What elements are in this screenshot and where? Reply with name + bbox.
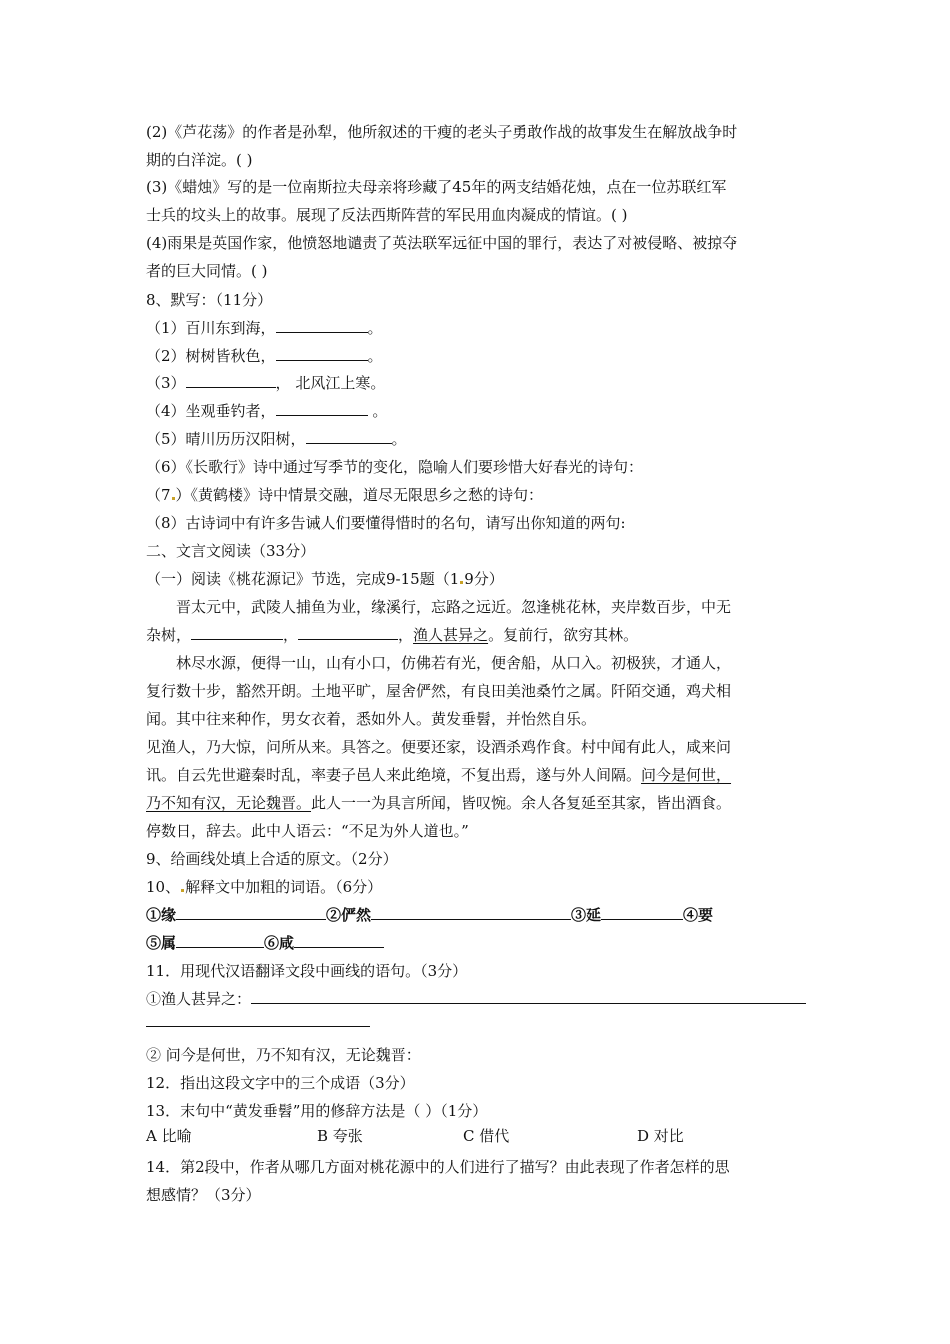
q8-item4-text: （4）坐观垂钓者， <box>146 402 276 420</box>
q10-word1: ①缘 <box>146 906 177 924</box>
passage-text: ， <box>283 626 299 644</box>
q11-item1-text: ①渔人甚异之： <box>146 990 252 1008</box>
passage-p2-line1: 林尽水源，便得一山，山有小口，仿佛若有光，便舍船，从口入。初极狭，才通人， <box>176 654 732 672</box>
passage-p3-line1: 见渔人，乃大惊，问所从来。具答之。便要还家，设酒杀鸡作食。村中闻有此人，咸来问 <box>146 738 732 756</box>
answer-blank[interactable] <box>276 318 368 333</box>
passage-text: 此人一一为具言所闻，皆叹惋。余人各复延至其家，皆出酒食。 <box>311 794 732 812</box>
q8-item7 <box>146 485 543 505</box>
q8-item2 <box>146 346 383 366</box>
q8-item4 <box>146 401 387 421</box>
passage-p1-line2 <box>146 625 638 645</box>
q13-option-c[interactable]: C 借代 <box>463 1127 510 1145</box>
passage-p2-line2: 复行数十步，豁然开朗。土地平旷，屋舍俨然，有良田美池桑竹之属。阡陌交通，鸡犬相 <box>146 682 732 700</box>
q14-line2: 想感情？（3分） <box>146 1186 261 1204</box>
q8-item2-end: 。 <box>367 347 383 365</box>
q9-title: 9、给画线处填上合适的原文。（2分） <box>146 850 398 868</box>
q10-word5: ⑤属 <box>146 934 177 952</box>
underlined-sentence: 渔人甚异之 <box>413 626 489 644</box>
q8-title: 8、默写：（11分） <box>146 291 273 309</box>
q12-title: 12．指出这段文字中的三个成语（3分） <box>146 1074 415 1092</box>
passage-p1-line1: 晋太元中，武陵人捕鱼为业，缘溪行，忘路之远近。忽逢桃花林，夹岸数百步，中无 <box>176 598 732 616</box>
answer-blank[interactable] <box>276 346 368 361</box>
q7-item3-line1: (3)《蜡烛》写的是一位南斯拉夫母亲将珍藏了45年的两支结婚花烛，点在一位苏联红军 <box>146 178 727 196</box>
q8-item5 <box>146 429 407 449</box>
q8-item7-text-a: （7 <box>146 486 171 504</box>
q8-item1 <box>146 318 383 338</box>
q14-line1: 14．第2段中，作者从哪几方面对桃花源中的人们进行了描写？由此表现了作者怎样的思 <box>146 1158 730 1176</box>
q7-item4-line1: (4)雨果是英国作家，他愤怒地谴责了英法联军远征中国的罪行，表达了对被侵略、被掠夺 <box>146 234 738 252</box>
q8-item2-text: （2）树树皆秋色， <box>146 347 276 365</box>
answer-blank[interactable] <box>176 933 264 948</box>
q8-item3 <box>146 373 385 393</box>
q10-word2: ②俨然 <box>326 906 372 924</box>
section2-subtitle-b: 9分） <box>464 570 504 588</box>
q10-word4: ④要 <box>683 906 714 924</box>
answer-blank[interactable] <box>294 933 384 948</box>
q13-title: 13．末句中“黄发垂髫”用的修辞方法是（ ）（1分） <box>146 1102 488 1120</box>
q10-title <box>146 877 382 897</box>
q10-word6: ⑥咸 <box>264 934 295 952</box>
q8-item3-text: （3） <box>146 374 186 392</box>
underlined-sentence: 问今是何世， <box>641 766 732 784</box>
q7-item3-line2: 士兵的坟头上的故事。展现了反法西斯阵营的军民用血肉凝成的情谊。( ) <box>146 206 628 224</box>
mark-dot-icon <box>172 497 175 500</box>
answer-blank[interactable] <box>176 905 326 920</box>
q11-item1 <box>146 989 806 1009</box>
passage-p3-line2 <box>146 765 731 785</box>
q10-words-row2 <box>146 933 384 953</box>
q7-item2-line1: (2)《芦花荡》的作者是孙犁，他所叙述的干瘦的老头子勇敢作战的故事发生在解放战争时 <box>146 123 738 141</box>
passage-p2-line3: 闻。其中往来种作，男女衣着，悉如外人。黄发垂髫，并怡然自乐。 <box>146 710 597 728</box>
q11-title: 11．用现代汉语翻译文段中画线的语句。（3分） <box>146 962 468 980</box>
q8-item7-text-b: ）《黄鹤楼》诗中情景交融，道尽无限思乡之愁的诗句： <box>175 486 544 504</box>
answer-blank[interactable] <box>186 373 276 388</box>
answer-blank[interactable] <box>298 625 398 640</box>
answer-blank[interactable] <box>251 989 806 1004</box>
section2-subtitle <box>146 569 504 589</box>
q8-item5-end: 。 <box>391 430 407 448</box>
q8-item3-end: ， 北风江上寒。 <box>275 374 386 392</box>
q8-item5-text: （5）晴川历历汉阳树， <box>146 430 306 448</box>
answer-blank[interactable] <box>306 429 392 444</box>
answer-blank[interactable] <box>601 905 683 920</box>
q7-item4-line2: 者的巨大同情。( ) <box>146 262 268 280</box>
q7-item2-line2: 期的白洋淀。( ) <box>146 151 253 169</box>
answer-line[interactable] <box>146 1026 370 1027</box>
q10-title-a: 10、 <box>146 878 181 896</box>
q11-item2: ② 问今是何世，乃不知有汉，无论魏晋： <box>146 1046 421 1064</box>
passage-text: 讯。自云先世避秦时乱，率妻子邑人来此绝境，不复出焉，遂与外人间隔。 <box>146 766 642 784</box>
answer-blank[interactable] <box>191 625 283 640</box>
passage-p3-line4: 停数日，辞去。此中人语云：“不足为外人道也。” <box>146 822 469 840</box>
q13-option-d[interactable]: D 对比 <box>637 1127 684 1145</box>
passage-p3-line3 <box>146 793 731 813</box>
answer-blank[interactable] <box>276 401 368 416</box>
q10-word3: ③延 <box>571 906 602 924</box>
q8-item1-end: 。 <box>367 319 383 337</box>
section2-title: 二、文言文阅读（33分） <box>146 542 316 560</box>
q10-words-row1 <box>146 905 713 925</box>
mark-dot-icon <box>181 889 184 892</box>
q13-option-a[interactable]: A 比喻 <box>146 1127 192 1145</box>
q8-item8: （8）古诗词中有许多告诫人们要懂得惜时的名句，请写出你知道的两句: <box>146 514 626 532</box>
mark-dot-icon <box>460 581 463 584</box>
answer-blank[interactable] <box>371 905 571 920</box>
underlined-sentence: 乃不知有汉，无论魏晋。 <box>146 794 312 812</box>
q10-title-b: 解释文中加粗的词语。（6分） <box>185 878 383 896</box>
passage-text: ， <box>398 626 414 644</box>
q13-option-b[interactable]: B 夸张 <box>317 1127 363 1145</box>
passage-text: 杂树， <box>146 626 192 644</box>
section2-subtitle-a: （一）阅读《桃花源记》节选，完成9-15题（1 <box>146 570 460 588</box>
q8-item1-text: （1）百川东到海， <box>146 319 276 337</box>
passage-text: 。复前行，欲穷其林。 <box>488 626 639 644</box>
q8-item4-end: 。 <box>367 402 388 420</box>
q8-item6: （6）《长歌行》诗中通过写季节的变化，隐喻人们要珍惜大好春光的诗句： <box>146 458 644 476</box>
